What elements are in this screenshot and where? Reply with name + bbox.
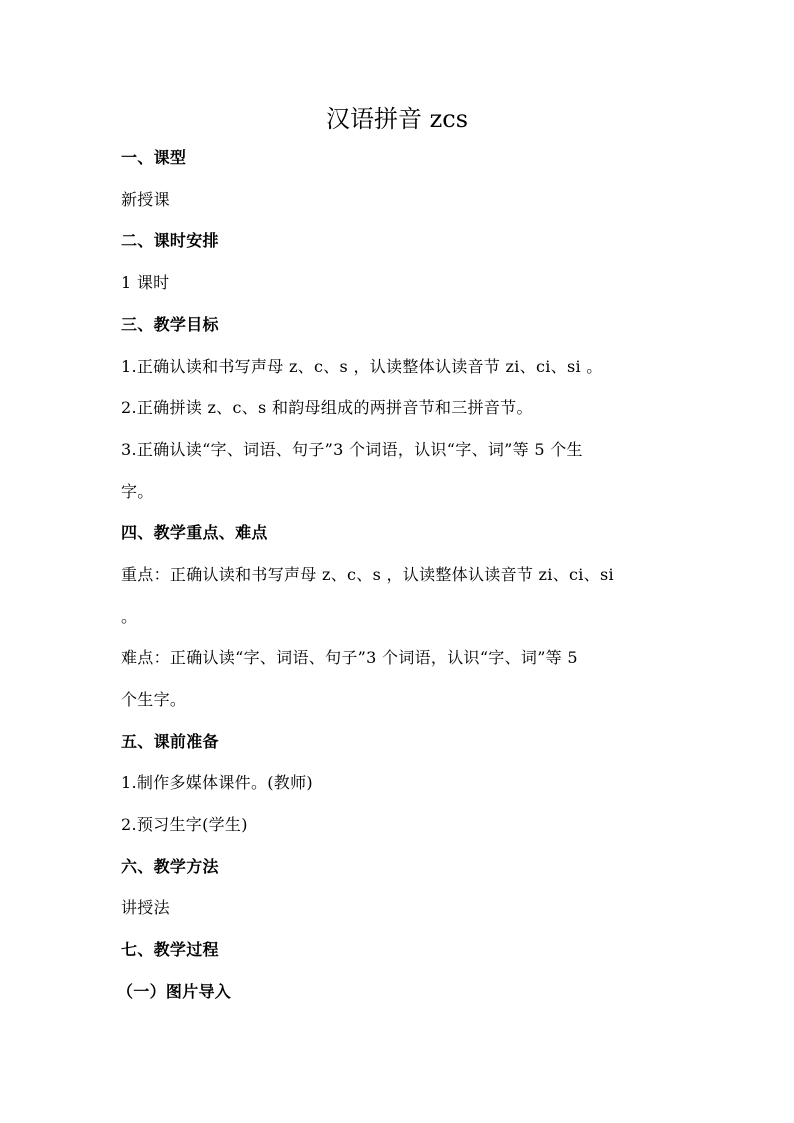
section-heading-key-points: 四、教学重点、难点 — [121, 523, 268, 542]
preparation-item-2: 2.预习生字(学生) — [121, 815, 248, 834]
methods-text: 讲授法 — [121, 898, 170, 917]
objective-3-continued: 字。 — [121, 482, 154, 501]
section-heading-schedule: 二、课时安排 — [121, 231, 219, 250]
process-subheading-1: （一）图片导入 — [117, 982, 232, 1001]
objective-1: 1.正确认读和书写声母 z、c、s ，认读整体认读音节 zi、ci、si 。 — [121, 357, 603, 376]
objective-2: 2.正确拼读 z、c、s 和韵母组成的两拼音节和三拼音节。 — [121, 398, 533, 417]
key-point-text: 重点：正确认读和书写声母 z、c、s ，认读整体认读音节 zi、ci、si — [121, 565, 614, 584]
lesson-type-text: 新授课 — [121, 190, 170, 209]
section-heading-methods: 六、教学方法 — [121, 857, 219, 876]
key-point-text-continued: 。 — [121, 607, 138, 626]
objective-3: 3.正确认读“字、词语、句子”3 个词语，认识“字、词”等 5 个生 — [121, 440, 583, 459]
preparation-item-1: 1.制作多媒体课件。(教师) — [121, 773, 313, 792]
difficult-point-text: 难点：正确认读“字、词语、句子”3 个词语，认识“字、词”等 5 — [121, 648, 578, 667]
section-heading-process: 七、教学过程 — [121, 940, 219, 959]
schedule-text: 1 课时 — [121, 273, 170, 292]
section-heading-lesson-type: 一、课型 — [121, 148, 187, 167]
difficult-point-text-continued: 个生字。 — [121, 690, 187, 709]
document-title: 汉语拼音 zcs — [325, 105, 469, 133]
section-heading-objectives: 三、教学目标 — [121, 315, 219, 334]
section-heading-preparation: 五、课前准备 — [121, 732, 219, 751]
